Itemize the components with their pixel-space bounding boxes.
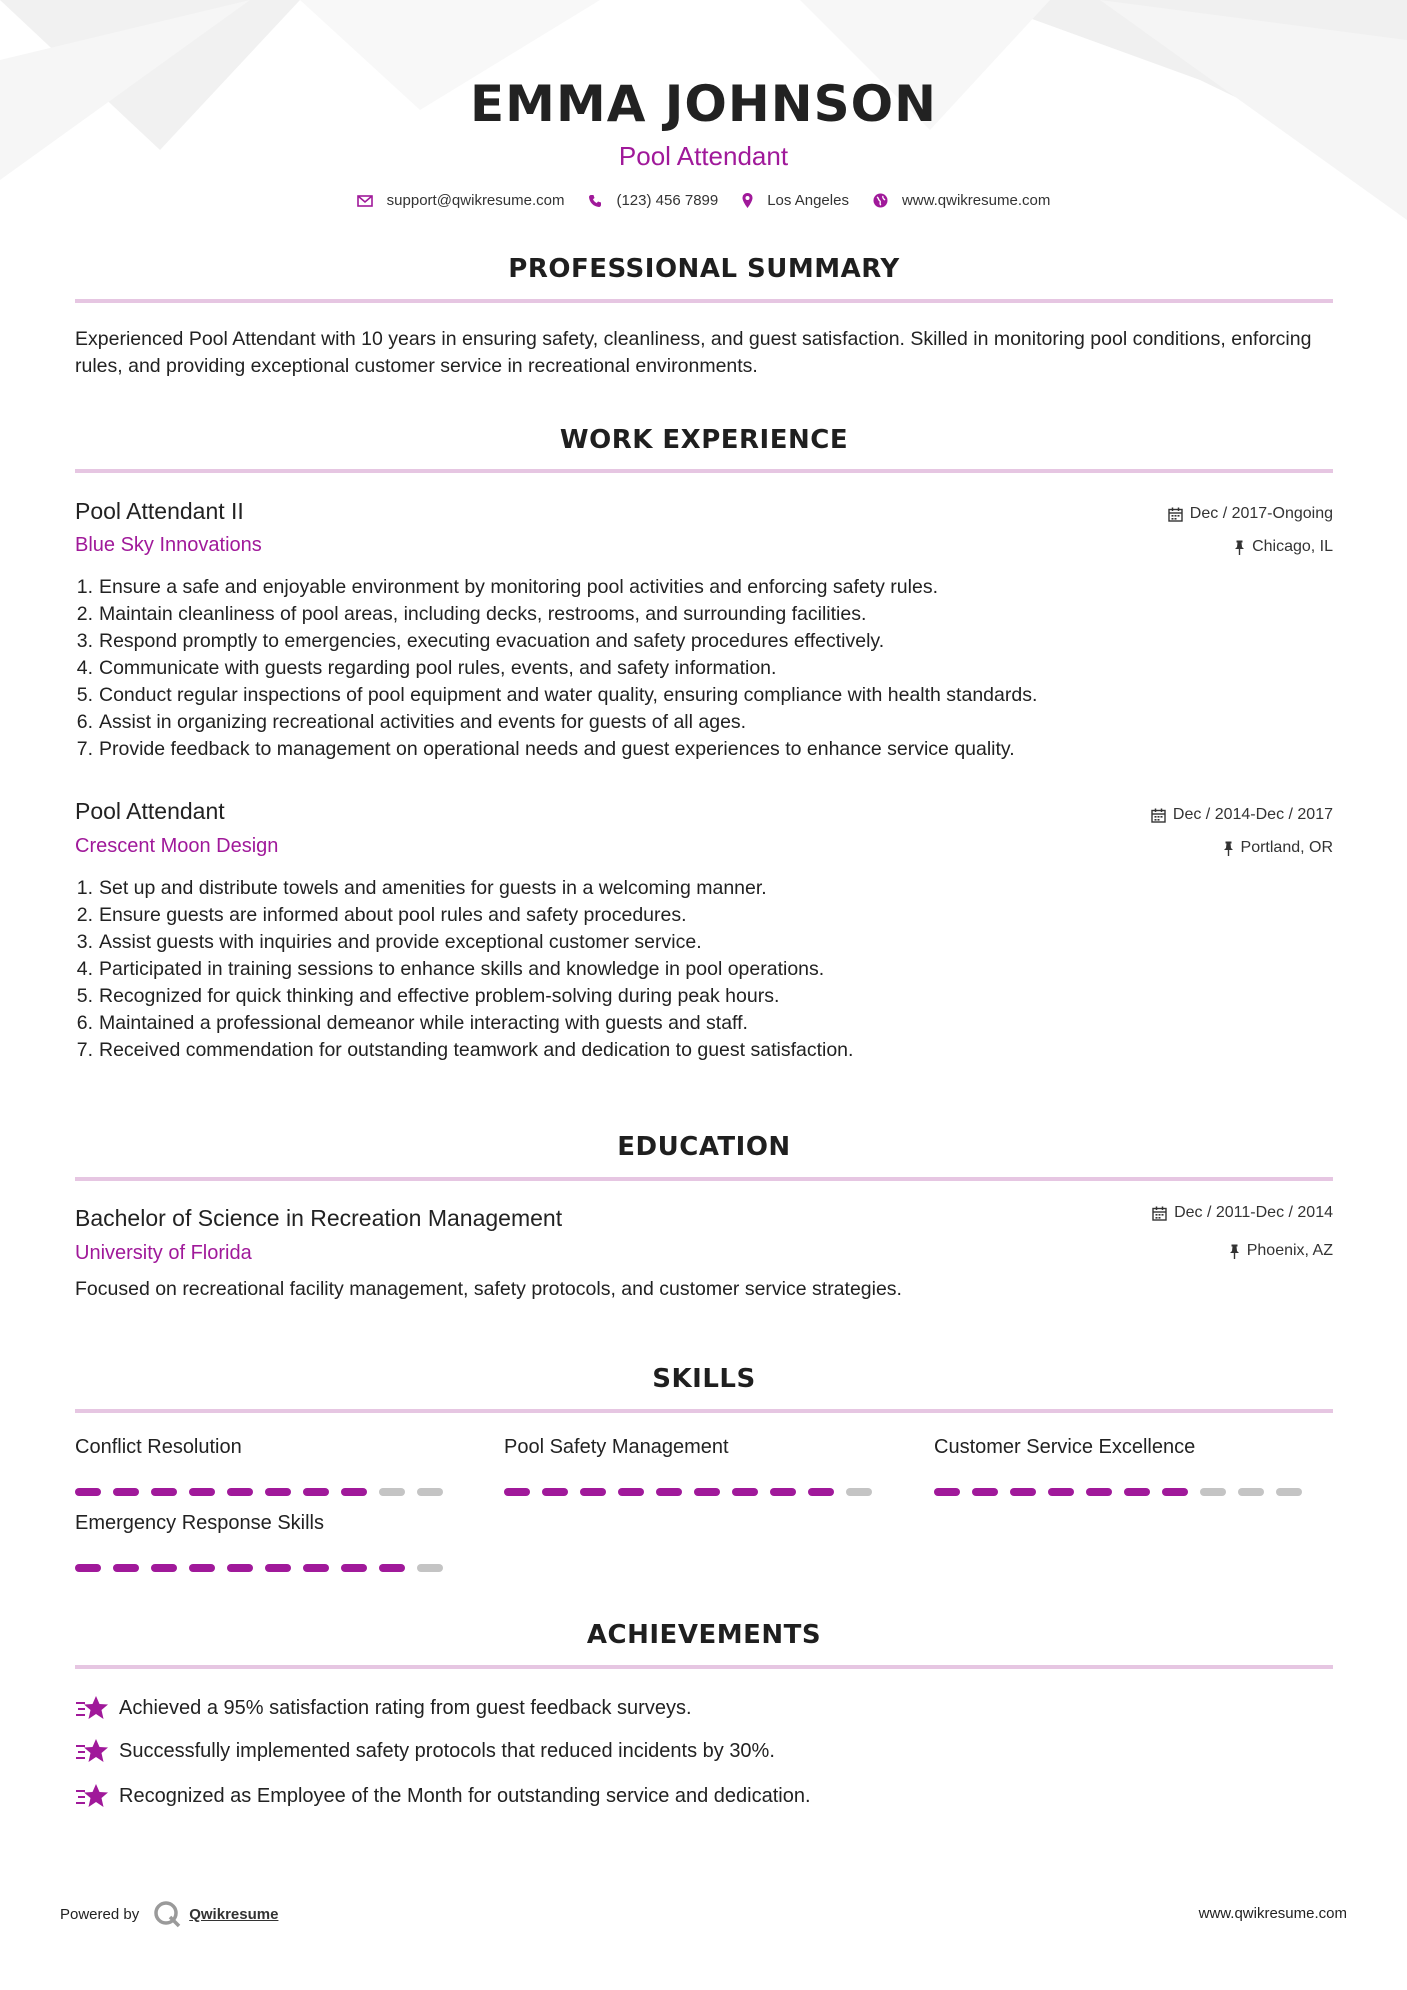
skill-name: Conflict Resolution (75, 1436, 242, 1458)
job-title: Pool Attendant (75, 798, 225, 824)
skill-dash-filled (341, 1488, 367, 1496)
qwikresume-logo-icon (153, 1900, 181, 1928)
list-item: 6. Maintained a professional demeanor while interacting with guests and staff. (76, 1012, 748, 1034)
contact-email-text: support@qwikresume.com (386, 192, 565, 209)
globe-icon (873, 193, 888, 208)
list-item: 1. Ensure a safe and enjoyable environment by monitoring pool activities and enforcing safety rules. (76, 576, 938, 598)
skill-dash-empty (1200, 1488, 1226, 1496)
skill-dash-filled (972, 1488, 998, 1496)
job-location (1223, 839, 1333, 857)
education-location-text: Phoenix, AZ (1246, 1242, 1333, 1259)
footer-branding (60, 1900, 278, 1928)
achievements-heading: ACHIEVEMENTS (586, 1620, 822, 1650)
education-heading: EDUCATION (617, 1132, 791, 1162)
candidate-name: EMMA JOHNSON (470, 75, 937, 133)
achievements-divider (75, 1665, 1333, 1669)
experience-heading: WORK EXPERIENCE (559, 425, 849, 455)
contact-website-text: www.qwikresume.com (901, 192, 1051, 209)
list-item: 6. Assist in organizing recreational activities and events for guests of all ages. (76, 711, 747, 733)
skill-dash-filled (1048, 1488, 1074, 1496)
job-responsibilities (70, 574, 1270, 763)
calendar-icon (1152, 1206, 1167, 1221)
skill-dash-filled (934, 1488, 960, 1496)
skill-dash-filled (580, 1488, 606, 1496)
skill-dash-empty (417, 1564, 443, 1572)
education-degree: Bachelor of Science in Recreation Management (75, 1205, 563, 1231)
phone-icon (588, 194, 602, 208)
skill-dash-filled (265, 1488, 291, 1496)
achievement-item (75, 1694, 692, 1722)
skill-dash-filled (113, 1564, 139, 1572)
skill-item (75, 1512, 455, 1572)
education-school: University of Florida (75, 1242, 252, 1264)
contact-website[interactable] (873, 192, 1050, 209)
job-title: Pool Attendant II (75, 498, 244, 524)
job-dates-text: Dec / 2014-Dec / 2017 (1172, 806, 1333, 823)
list-item: 4. Communicate with guests regarding pool rules, events, and safety information. (76, 657, 777, 679)
summary-heading: PROFESSIONAL SUMMARY (508, 254, 900, 284)
job-location (1234, 538, 1333, 556)
skill-dash-filled (189, 1488, 215, 1496)
skill-dash-filled (656, 1488, 682, 1496)
star-icon (75, 1694, 109, 1722)
skill-dash-filled (75, 1564, 101, 1572)
skill-dash-filled (1010, 1488, 1036, 1496)
skill-dash-filled (808, 1488, 834, 1496)
skill-dash-filled (542, 1488, 568, 1496)
skill-dash-filled (341, 1564, 367, 1572)
achievement-text: Achieved a 95% satisfaction rating from guest feedback surveys. (119, 1696, 692, 1719)
skill-dash-filled (694, 1488, 720, 1496)
skill-dash-filled (75, 1488, 101, 1496)
star-icon (75, 1737, 109, 1765)
skill-dash-filled (303, 1488, 329, 1496)
achievement-text: Successfully implemented safety protocols that reduced incidents by 30%. (119, 1739, 775, 1762)
skill-dash-filled (113, 1488, 139, 1496)
skill-name: Emergency Response Skills (75, 1512, 324, 1534)
job-dates (1151, 806, 1333, 824)
summary-divider (75, 299, 1333, 303)
skill-dash-filled (618, 1488, 644, 1496)
contact-location (742, 192, 849, 209)
list-item: 3. Assist guests with inquiries and provide exceptional customer service. (76, 931, 702, 953)
experience-divider (75, 469, 1333, 473)
job-responsibilities (70, 875, 1270, 1064)
skill-item (75, 1436, 455, 1496)
skill-dash-filled (189, 1564, 215, 1572)
list-item: 3. Respond promptly to emergencies, executing evacuation and safety procedures effectively. (76, 630, 885, 652)
skill-meter (75, 1564, 455, 1572)
skill-dash-filled (379, 1564, 405, 1572)
skill-dash-empty (1276, 1488, 1302, 1496)
footer-website[interactable]: www.qwikresume.com (1198, 1905, 1347, 1922)
list-item: 2. Ensure guests are informed about pool rules and safety procedures. (76, 904, 687, 926)
education-location (1229, 1242, 1333, 1260)
education-dates (1152, 1204, 1333, 1222)
skill-dash-empty (379, 1488, 405, 1496)
star-icon (75, 1782, 109, 1810)
achievement-text: Recognized as Employee of the Month for outstanding service and dedication. (119, 1784, 811, 1807)
skill-dash-filled (770, 1488, 796, 1496)
skill-dash-filled (1086, 1488, 1112, 1496)
contact-bar (0, 192, 1407, 209)
list-item: 1. Set up and distribute towels and amenities for guests in a welcoming manner. (76, 877, 767, 899)
achievement-item (75, 1782, 811, 1810)
contact-email[interactable] (357, 192, 565, 209)
skills-divider (75, 1409, 1333, 1413)
education-dates-text: Dec / 2011-Dec / 2014 (1174, 1204, 1333, 1221)
skill-dash-filled (303, 1564, 329, 1572)
skill-dash-filled (265, 1564, 291, 1572)
skill-name: Pool Safety Management (504, 1436, 729, 1458)
skill-dash-filled (504, 1488, 530, 1496)
skill-dash-filled (151, 1488, 177, 1496)
contact-phone[interactable] (588, 192, 718, 209)
powered-by-label: Powered by (60, 1905, 140, 1923)
skill-dash-empty (417, 1488, 443, 1496)
skill-dash-empty (1238, 1488, 1264, 1496)
skill-dash-filled (732, 1488, 758, 1496)
resume-header (0, 72, 1407, 209)
candidate-title: Pool Attendant (618, 141, 789, 171)
summary-text: Experienced Pool Attendant with 10 years in ensuring safety, cleanliness, and guest satisfaction. Skilled in monitoring pool conditions, enforcing rules, and providing exceptional customer service in recreational environments. (75, 328, 1312, 377)
list-item: 5. Conduct regular inspections of pool equipment and water quality, ensuring compliance with health standards. (76, 684, 1038, 706)
skill-dash-empty (846, 1488, 872, 1496)
pushpin-icon (1229, 1244, 1240, 1259)
job-dates (1168, 505, 1333, 523)
skill-dash-filled (1124, 1488, 1150, 1496)
list-item: 2. Maintain cleanliness of pool areas, including decks, restrooms, and surrounding facilities. (76, 603, 867, 625)
job-location-text: Chicago, IL (1252, 538, 1333, 555)
contact-location-text: Los Angeles (767, 192, 849, 209)
achievement-item (75, 1737, 775, 1765)
skill-meter (934, 1488, 1314, 1496)
contact-phone-text: (123) 456 7899 (616, 192, 719, 209)
list-item: 7. Provide feedback to management on operational needs and guest experiences to enhance service quality. (76, 738, 1015, 760)
job-dates-text: Dec / 2017-Ongoing (1189, 505, 1333, 522)
job-company: Blue Sky Innovations (75, 534, 262, 556)
skill-item (934, 1436, 1314, 1496)
skill-dash-filled (1162, 1488, 1188, 1496)
envelope-icon (357, 195, 373, 207)
list-item: 7. Received commendation for outstanding teamwork and dedication to guest satisfaction. (76, 1039, 854, 1061)
skill-name: Customer Service Excellence (934, 1436, 1196, 1458)
skill-dash-filled (227, 1488, 253, 1496)
skill-dash-filled (227, 1564, 253, 1572)
calendar-icon (1168, 507, 1183, 522)
education-description: Focused on recreational facility management, safety protocols, and customer service strategies. (75, 1278, 902, 1300)
pushpin-icon (1234, 540, 1245, 555)
skill-item (504, 1436, 884, 1496)
list-item: 4. Participated in training sessions to enhance skills and knowledge in pool operations. (76, 958, 825, 980)
job-company: Crescent Moon Design (75, 835, 279, 857)
pushpin-icon (1223, 841, 1234, 856)
skill-meter (504, 1488, 884, 1496)
skill-dash-filled (151, 1564, 177, 1572)
map-pin-icon (742, 193, 753, 208)
qwikresume-link[interactable]: Qwikresume (189, 1905, 279, 1923)
skill-meter (75, 1488, 455, 1496)
calendar-icon (1151, 808, 1166, 823)
skills-heading: SKILLS (652, 1364, 756, 1394)
job-location-text: Portland, OR (1240, 839, 1333, 856)
list-item: 5. Recognized for quick thinking and effective problem-solving during peak hours. (76, 985, 780, 1007)
education-divider (75, 1177, 1333, 1181)
